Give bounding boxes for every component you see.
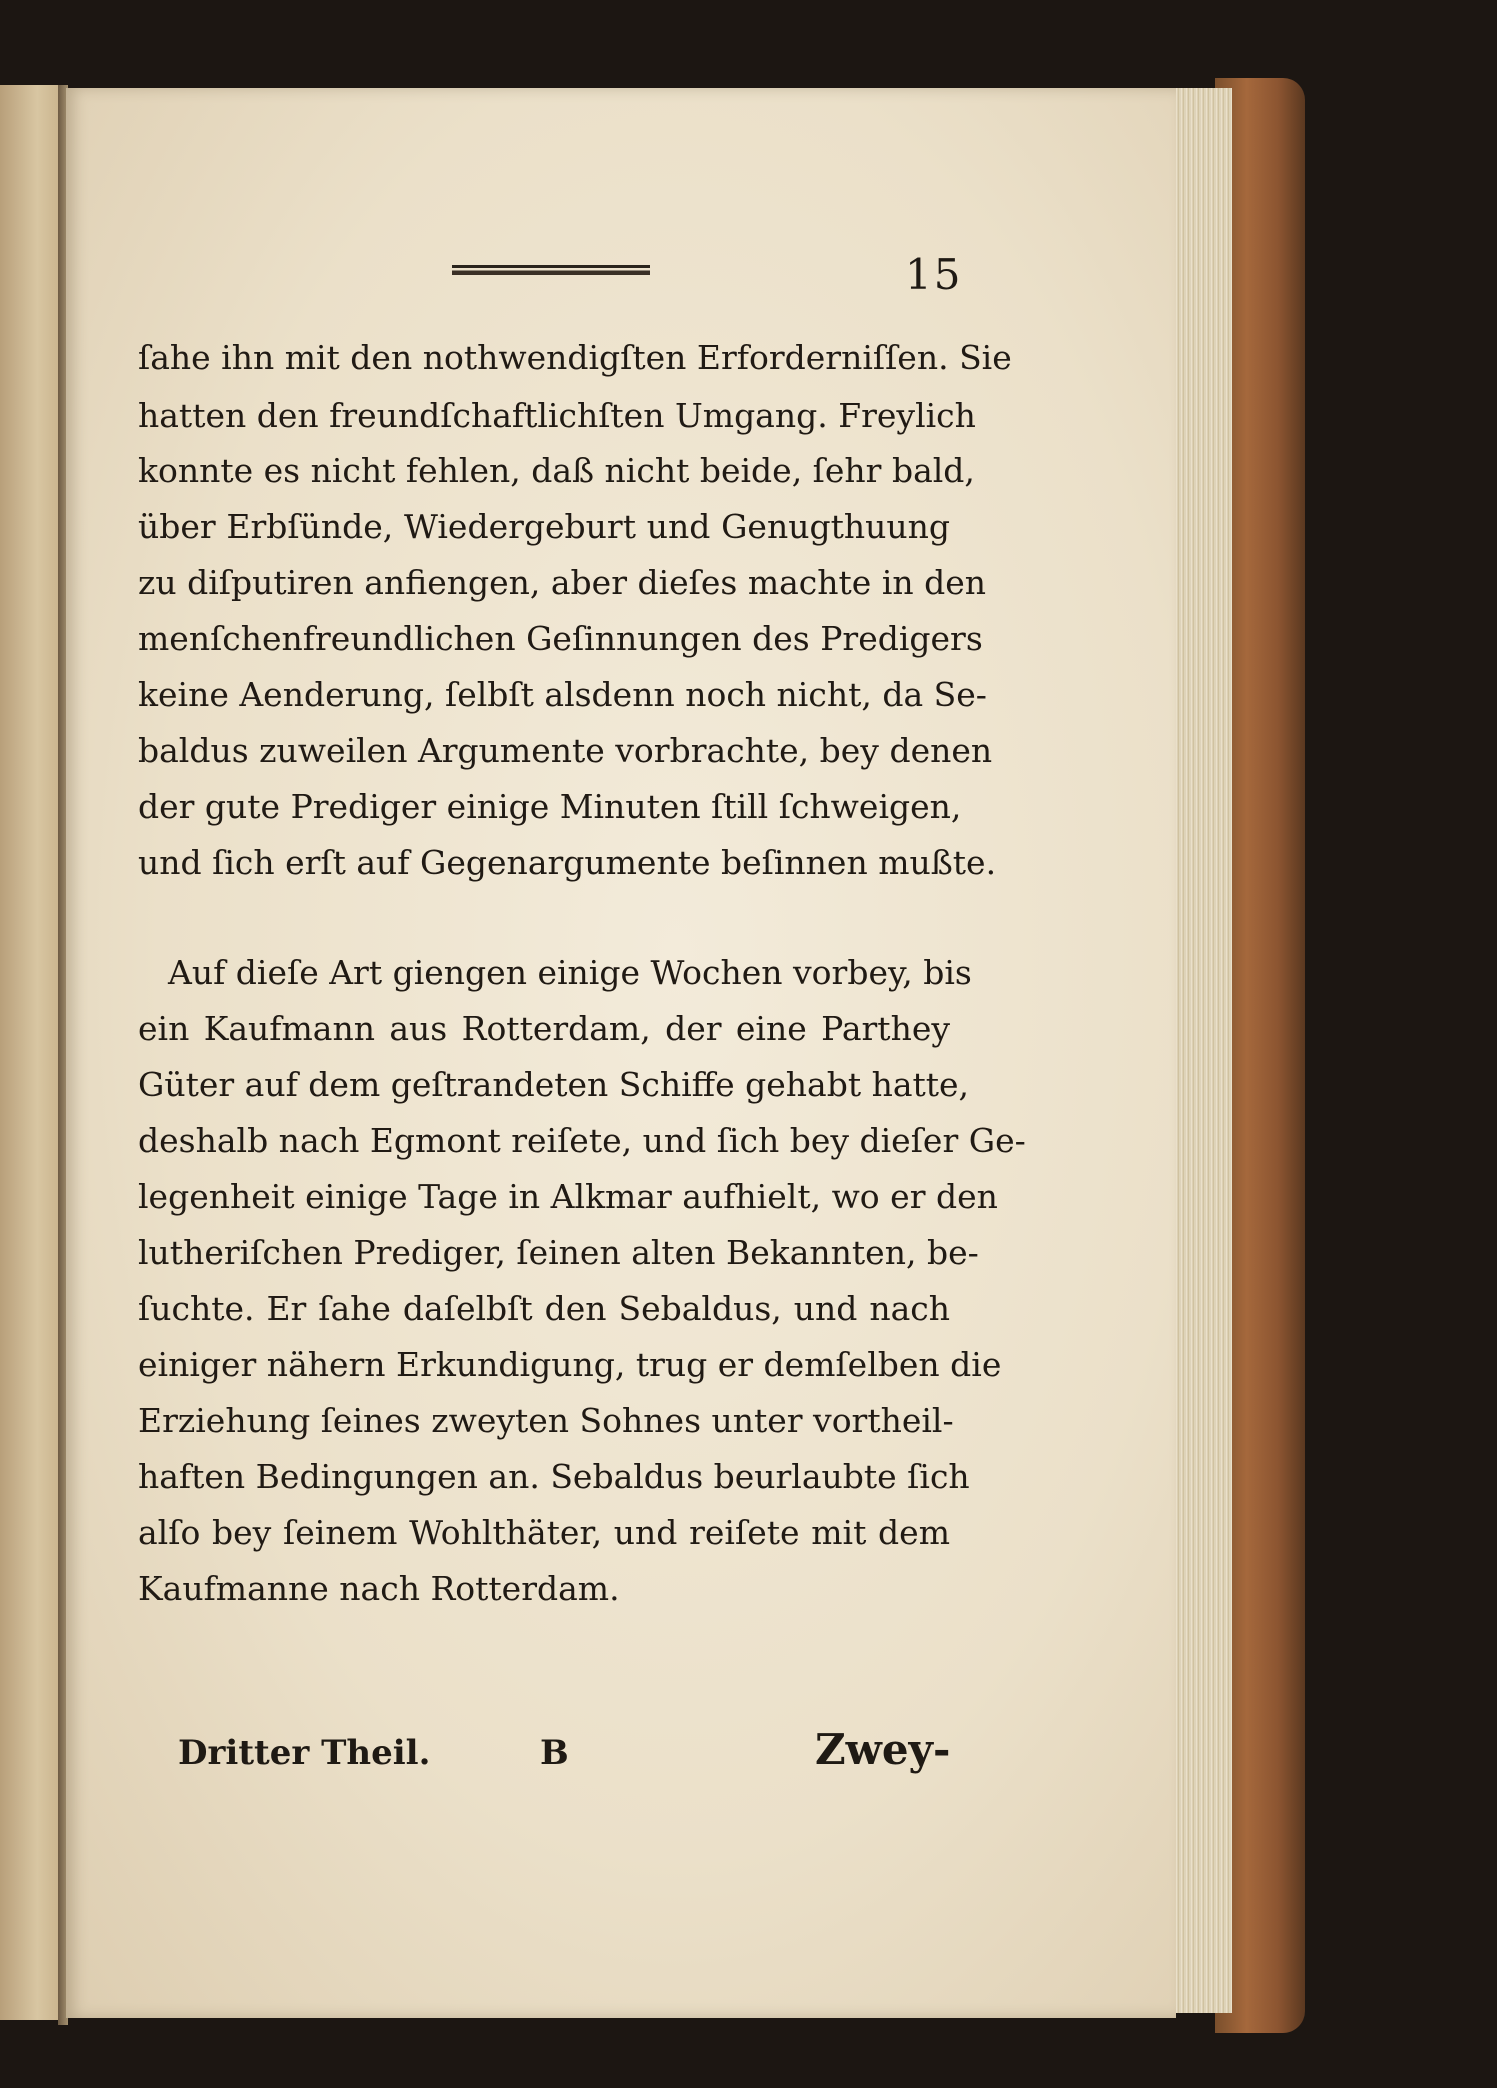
header-rule — [452, 265, 650, 275]
text-line: alſo bey ſeinem Wohlthäter, und reiſete mit dem — [138, 1513, 950, 1552]
text-line: und ſich erſt auf Gegenargumente beſinnen mußte. — [138, 843, 997, 882]
text-line: konnte es nicht fehlen, daß nicht beide, ſehr bald, — [138, 451, 975, 490]
text-line: keine Aenderung, ſelbſt alsdenn noch nicht, da Se- — [138, 675, 987, 714]
text-line: Erziehung ſeines zweyten Sohnes unter vortheil- — [138, 1401, 954, 1440]
text-line: deshalb nach Egmont reiſete, und ſich bey dieſer Ge- — [138, 1121, 1026, 1160]
signature-title: Dritter Theil. — [178, 1733, 431, 1773]
text-line: lutheriſchen Prediger, ſeinen alten Bekannten, be- — [138, 1233, 979, 1272]
text-line: hatten den freundſchaftlichſten Umgang. Freylich — [138, 396, 976, 435]
catchword: Zwey- — [815, 1725, 951, 1774]
text-line: einiger nähern Erkundigung, trug er demſelben die — [138, 1345, 1002, 1384]
text-line: ein Kaufmann aus Rotterdam, der eine Parthey — [138, 1009, 950, 1048]
text-line: ſahe ihn mit den nothwendigſten Erforderniſſen. Sie — [138, 338, 1012, 377]
facing-page-edge — [0, 85, 62, 2020]
text-line: der gute Prediger einige Minuten ſtill ſchweigen, — [138, 787, 962, 826]
text-line: baldus zuweilen Argumente vorbrachte, bey denen — [138, 731, 993, 770]
text-line: zu diſputiren anfiengen, aber dieſes machte in den — [138, 563, 987, 602]
text-line: Kaufmanne nach Rotterdam. — [138, 1569, 620, 1608]
text-line: legenheit einige Tage in Alkmar aufhielt, wo er den — [138, 1177, 998, 1216]
text-line: über Erbſünde, Wiedergeburt und Genugthuung — [138, 507, 950, 546]
text-line: Güter auf dem geſtrandeten Schiffe gehabt hatte, — [138, 1065, 970, 1104]
text-line: menſchenfreundlichen Geſinnungen des Predigers — [138, 619, 983, 658]
page-block-edge — [1170, 88, 1232, 2013]
text-line: haften Bedingungen an. Sebaldus beurlaubte ſich — [138, 1457, 970, 1496]
text-line: ſuchte. Er ſahe daſelbſt den Sebaldus, und nach — [138, 1289, 950, 1328]
page-number: 15 — [905, 250, 963, 299]
signature-mark: B — [540, 1733, 569, 1773]
text-line: Auf dieſe Art giengen einige Wochen vorbey, bis — [168, 953, 972, 992]
